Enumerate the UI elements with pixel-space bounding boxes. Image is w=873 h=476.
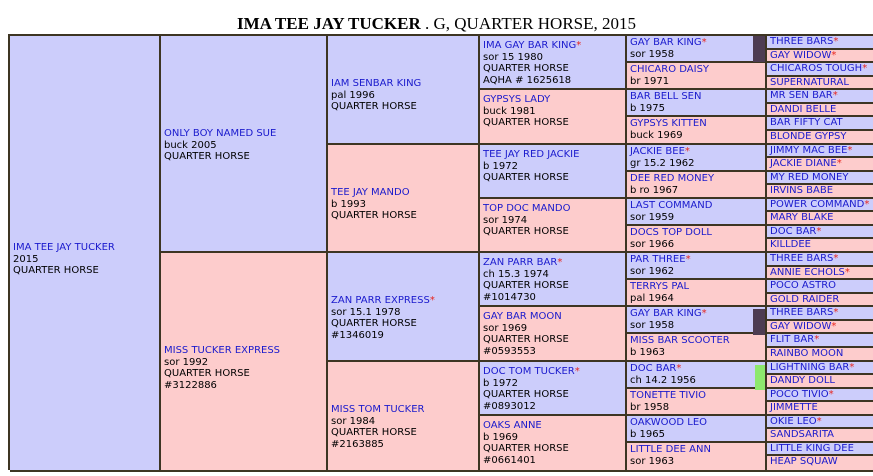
horse-name-link[interactable] [770,226,871,237]
pedigree-cell-gen6 [767,389,873,400]
horse-name-link[interactable] [331,187,476,199]
horse-detail: pal 1964 [630,292,674,304]
star-icon: * [831,321,837,332]
horse-detail: sor 1984 [331,415,376,427]
horse-name-link[interactable] [483,149,623,161]
pedigree-cell-gen5 [627,280,765,305]
horse-name: DANDI BELLE [770,104,837,115]
horse-name: THREE BARS [770,253,834,264]
horse-name: MARY BLAKE [770,212,834,223]
horse-detail: QUARTER HORSE [331,427,417,438]
bottom-border [10,470,873,472]
horse-name: TERRYS PAL [630,281,690,292]
horse-name-link[interactable] [770,294,871,305]
horse-detail: b 1969 [483,431,518,443]
pedigree-cell-gen6 [767,280,873,292]
horse-name-link[interactable] [630,281,763,293]
pedigree-cell-gen4 [480,362,625,414]
horse-name: IMA GAY BAR KING [483,40,577,51]
horse-name: OAKWOOD LEO [630,417,708,428]
horse-detail: sor 1962 [630,265,675,277]
horse-name: DEE RED MONEY [630,173,715,184]
star-icon: * [844,267,850,278]
pedigree-cell-gen5 [627,416,765,441]
horse-name-link[interactable] [164,128,324,140]
horse-name: JIMMETTE [770,402,818,413]
star-icon: * [557,257,563,268]
inbreeding-marker [753,309,765,335]
star-icon: * [849,362,855,373]
pedigree-cell-gen6 [767,239,873,251]
horse-name-link[interactable] [770,267,871,278]
pedigree-cell-gen5 [627,199,765,224]
horse-detail: QUARTER HORSE [483,63,569,74]
pedigree-cell-gen5 [627,443,765,470]
pedigree-cell-gen6 [767,117,873,129]
horse-name: MY RED MONEY [770,172,849,183]
horse-name-link[interactable] [483,366,623,378]
horse-name-link[interactable] [770,158,871,170]
horse-name-link[interactable] [770,416,871,427]
horse-detail: b 1975 [630,102,665,114]
horse-name: OKIE LEO [770,416,817,427]
horse-name-link[interactable] [630,335,763,347]
horse-detail: b ro 1967 [630,184,679,196]
pedigree-cell-gen5 [627,90,765,115]
star-icon: * [701,308,707,319]
horse-detail: br 1958 [630,401,670,413]
horse-detail: QUARTER HORSE [483,226,569,237]
horse-name-link[interactable] [483,420,623,432]
horse-name-link[interactable] [483,94,623,106]
horse-detail: QUARTER HORSE [331,101,417,112]
horse-name: JIMMY MAC BEE [770,145,848,156]
horse-detail: sor 1959 [630,211,675,223]
horse-name: CHICAROS TOUGH [770,63,863,74]
horse-name: CHICARO DAISY [630,64,710,75]
pedigree-cell-gen6 [767,145,873,156]
horse-name: GOLD RAIDER [770,294,840,305]
horse-detail: sor 1958 [630,48,675,60]
horse-name: DOC BAR [770,226,817,237]
horse-name: IAM SENBAR KING [331,78,422,89]
horse-name-link[interactable] [630,417,763,429]
star-icon: * [574,366,580,377]
horse-detail: #0593553 [483,345,536,357]
horse-name-link[interactable] [331,404,476,416]
pedigree-cell-gen6 [767,104,873,115]
horse-name: PAR THREE [630,254,686,265]
star-icon: * [862,63,868,74]
horse-name-link[interactable] [770,429,871,441]
horse-name-link[interactable] [630,363,763,375]
horse-name: DOC TOM TUCKER [483,366,575,377]
horse-name-link[interactable] [770,145,871,156]
pedigree-cell-gen6 [767,267,873,278]
horse-name: FLIT BAR [770,334,815,345]
horse-name: RAINBO MOON [770,348,844,359]
horse-name: GYPSYS KITTEN [630,118,707,129]
horse-detail: QUARTER HORSE [483,280,569,291]
horse-name: GAY BAR MOON [483,311,562,322]
horse-name-link[interactable] [483,203,623,215]
horse-detail: br 1971 [630,75,670,87]
horse-name: THREE BARS [770,307,834,318]
horse-name-link[interactable] [770,280,871,292]
pedigree-cell-gen3 [328,253,478,360]
pedigree-cell-gen6 [767,36,873,48]
star-icon: * [676,363,682,374]
pedigree-cell-gen5 [627,307,765,332]
horse-name: GAY BAR KING [630,308,702,319]
horse-detail: sor 1958 [630,319,675,331]
horse-name: ONLY BOY NAMED SUE [164,128,277,139]
horse-name: MISS BAR SCOOTER [630,335,730,346]
pedigree-cell-gen6 [767,348,873,360]
horse-name-link[interactable] [630,118,763,130]
star-icon: * [701,37,707,48]
pedigree-cell-gen4 [480,253,625,305]
horse-detail: QUARTER HORSE [13,265,99,276]
horse-name-link[interactable] [770,389,871,400]
pedigree-cell-gen4 [480,416,625,470]
horse-name: TEE JAY RED JACKIE [483,149,580,160]
horse-name-link[interactable] [770,443,871,454]
horse-name: TEE JAY MANDO [331,187,410,198]
pedigree-cell-gen6 [767,253,873,265]
title-horse-name: IMA TEE JAY TUCKER [236,14,421,33]
horse-name: KILLDEE [770,239,811,250]
horse-detail: buck 2005 [164,139,217,151]
pedigree-cell-gen4 [480,90,625,143]
pedigree-cell-gen5 [627,253,765,278]
horse-name-link[interactable] [770,239,871,251]
star-icon: * [833,36,839,47]
horse-detail: b 1965 [630,428,665,440]
horse-name-link[interactable] [770,375,871,387]
horse-detail: #2163885 [331,438,384,450]
horse-name-link[interactable] [331,295,476,307]
horse-name-link[interactable] [770,362,871,373]
horse-name-link[interactable] [770,253,871,265]
pedigree-cell-gen6 [767,307,873,319]
horse-name: LAST COMMAND [630,200,713,211]
pedigree-cell-gen6 [767,362,873,373]
pedigree-cell-gen6 [767,63,873,75]
horse-detail: #0661401 [483,454,536,466]
inbreeding-marker [753,36,765,62]
star-icon: * [836,158,842,169]
star-icon: * [833,253,839,264]
horse-detail: buck 1981 [483,105,536,117]
horse-detail: #1014730 [483,291,536,303]
horse-detail: #0893012 [483,400,536,412]
color-marker [755,365,765,390]
pedigree-cell-gen6 [767,90,873,102]
horse-detail: sor 1992 [164,356,209,368]
pedigree-cell-gen5 [627,334,765,360]
horse-name-link[interactable] [770,90,871,102]
horse-detail: pal 1996 [331,89,375,101]
pedigree-cell-gen6 [767,416,873,427]
horse-detail: QUARTER HORSE [483,443,569,454]
horse-name: LITTLE KING DEE [770,443,854,454]
horse-name: DOC BAR [630,363,677,374]
horse-name-link[interactable] [630,227,763,239]
horse-detail: #1346019 [331,329,384,341]
horse-name-link[interactable] [770,321,871,332]
horse-detail: sor 1966 [630,238,675,250]
pedigree-cell-gen5 [627,145,765,170]
horse-name-link[interactable] [770,456,871,468]
horse-detail: QUARTER HORSE [164,368,250,379]
horse-name: BAR BELL SEN [630,91,702,102]
star-icon: * [832,90,838,101]
horse-name-link[interactable] [630,254,763,266]
horse-name: ANNIE ECHOLS [770,267,845,278]
pedigree-cell-gen4 [480,36,625,88]
pedigree-cell-gen6 [767,226,873,237]
star-icon: * [429,295,435,306]
title-details: . G, QUARTER HORSE, 2015 [420,14,636,33]
pedigree-cell-gen6 [767,456,873,470]
star-icon: * [833,307,839,318]
horse-name-link[interactable] [331,78,476,90]
pedigree-cell-gen5 [627,117,765,143]
horse-name: THREE BARS [770,36,834,47]
horse-name: JACKIE DIANE [770,158,837,169]
pedigree-cell-gen6 [767,321,873,332]
star-icon: * [685,254,691,265]
horse-name-link[interactable] [630,146,763,158]
horse-name-link[interactable] [770,199,871,210]
horse-name-link[interactable] [770,334,871,346]
pedigree-cell-gen1 [10,36,159,470]
horse-name: SANDSARITA [770,429,834,440]
horse-name-link[interactable] [770,185,871,197]
horse-name-link[interactable] [630,390,763,402]
horse-name: SUPERNATURAL [770,77,849,88]
horse-name: OAKS ANNE [483,420,542,431]
horse-name: GAY WIDOW [770,50,832,61]
horse-detail: buck 1969 [630,129,683,141]
horse-detail: sor 15 1980 [483,51,543,63]
horse-name-link[interactable] [770,117,871,129]
horse-name: LIGHTNING BAR [770,362,850,373]
horse-name: HEAP SQUAW [770,456,838,467]
horse-name-link[interactable] [483,40,623,52]
horse-detail: ch 14.2 1956 [630,374,696,386]
horse-name: ZAN PARR EXPRESS [331,295,430,306]
pedigree-cell-gen6 [767,172,873,183]
pedigree-cell-gen6 [767,294,873,305]
pedigree-cell-gen3 [328,145,478,251]
pedigree-cell-gen5 [627,172,765,197]
horse-detail: 2015 [13,253,39,265]
horse-name: BAR FIFTY CAT [770,117,843,128]
horse-detail: ch 15.3 1974 [483,268,549,280]
horse-name: IMA TEE JAY TUCKER [13,242,115,253]
horse-name-link[interactable] [630,200,763,212]
horse-detail: b 1972 [483,377,518,389]
horse-name: MISS TOM TUCKER [331,404,425,415]
pedigree-cell-gen2 [161,36,326,251]
horse-name-link[interactable] [770,307,871,319]
horse-name-link[interactable] [13,242,157,254]
horse-name-link[interactable] [770,50,871,61]
star-icon: * [864,199,870,210]
horse-name-link[interactable] [770,77,871,88]
pedigree-cell-gen3 [328,36,478,143]
pedigree-cell-gen6 [767,131,873,143]
horse-detail: sor 1974 [483,214,528,226]
pedigree-cell-gen5 [627,362,765,387]
horse-name-link[interactable] [770,63,871,75]
horse-detail: #3122886 [164,379,217,391]
horse-name-link[interactable] [770,172,871,183]
horse-name: TOP DOC MANDO [483,203,571,214]
horse-detail: sor 1963 [630,455,675,467]
horse-detail: QUARTER HORSE [164,151,250,162]
pedigree-cell-gen6 [767,158,873,170]
pedigree-cell-gen6 [767,212,873,224]
horse-detail: b 1972 [483,160,518,172]
horse-detail: QUARTER HORSE [331,318,417,329]
horse-detail: sor 1969 [483,322,528,334]
horse-name-link[interactable] [770,104,871,115]
horse-name: TONETTE TIVIO [630,390,707,401]
pedigree-cell-gen6 [767,375,873,387]
pedigree-cell-gen2 [161,253,326,470]
pedigree-cell-gen6 [767,334,873,346]
star-icon: * [831,50,837,61]
horse-detail: b 1993 [331,198,366,210]
horse-detail: gr 15.2 1962 [630,157,695,169]
pedigree-cell-gen6 [767,429,873,441]
horse-name-link[interactable] [630,444,763,456]
horse-name-link[interactable] [630,91,763,103]
horse-name-link[interactable] [164,345,324,357]
horse-name: POCO TIVIO [770,389,829,400]
horse-name: DOCS TOP DOLL [630,227,712,238]
horse-name: POCO ASTRO [770,280,837,291]
horse-name-link[interactable] [770,402,871,414]
horse-name-link[interactable] [770,131,871,143]
star-icon: * [814,334,820,345]
pedigree-cell-gen6 [767,77,873,88]
pedigree-cell-gen6 [767,443,873,454]
horse-name-link[interactable] [483,311,623,323]
star-icon: * [816,226,822,237]
horse-name-link[interactable] [483,257,623,269]
star-icon: * [847,145,853,156]
pedigree-cell-gen3 [328,362,478,470]
pedigree-cell-gen5 [627,63,765,88]
horse-detail: QUARTER HORSE [483,334,569,345]
horse-detail: AQHA # 1625618 [483,74,572,86]
horse-name: GAY WIDOW [770,321,832,332]
star-icon: * [816,416,822,427]
horse-detail: b 1963 [630,346,665,358]
pedigree-cell-gen6 [767,199,873,210]
pedigree-cell-gen6 [767,185,873,197]
star-icon: * [828,389,834,400]
horse-name: JACKIE BEE [630,146,685,157]
pedigree-cell-gen5 [627,36,765,61]
horse-name-link[interactable] [630,308,763,320]
pedigree-cell-gen4 [480,307,625,360]
horse-name: ZAN PARR BAR [483,257,558,268]
horse-name: MR SEN BAR [770,90,833,101]
horse-name-link[interactable] [770,212,871,224]
pedigree-cell-gen6 [767,50,873,61]
star-icon: * [684,146,690,157]
horse-detail: sor 15.1 1978 [331,306,401,318]
horse-name-link[interactable] [630,37,763,49]
horse-name: MISS TUCKER EXPRESS [164,345,281,356]
horse-name: GYPSYS LADY [483,94,551,105]
star-icon: * [576,40,582,51]
horse-name-link[interactable] [770,348,871,360]
horse-name: POWER COMMAND [770,199,865,210]
pedigree-cell-gen4 [480,199,625,251]
pedigree-cell-gen5 [627,226,765,251]
horse-detail: QUARTER HORSE [483,172,569,183]
horse-detail: QUARTER HORSE [483,117,569,128]
horse-name: BLONDE GYPSY [770,131,847,142]
horse-name: DANDY DOLL [770,375,835,386]
pedigree-cell-gen4 [480,145,625,197]
pedigree-cell-gen6 [767,402,873,414]
horse-detail: QUARTER HORSE [483,389,569,400]
horse-name-link[interactable] [630,173,763,185]
horse-name: IRVINS BABE [770,185,834,196]
horse-name: GAY BAR KING [630,37,702,48]
horse-detail: QUARTER HORSE [331,210,417,221]
pedigree-cell-gen5 [627,389,765,414]
horse-name-link[interactable] [770,36,871,48]
horse-name-link[interactable] [630,64,763,76]
horse-name: LITTLE DEE ANN [630,444,711,455]
